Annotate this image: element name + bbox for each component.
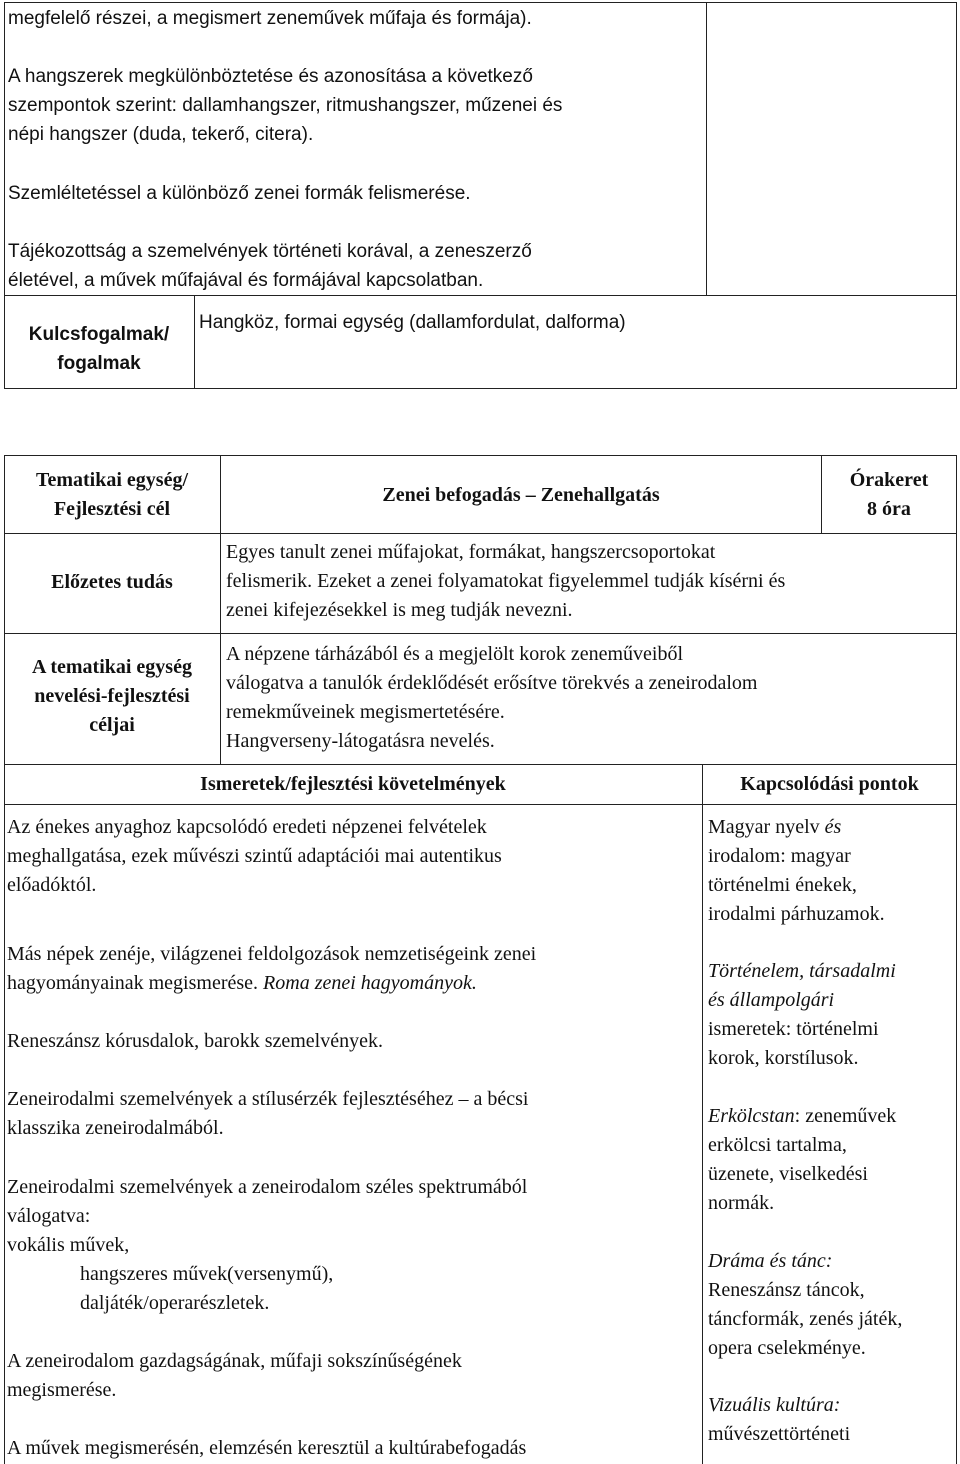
text-line: válogatva a tanulók érdeklődését erősítve törekvés a zeneirodalom — [226, 672, 758, 694]
text-line — [7, 969, 536, 998]
label-line: nevelési-fejlesztési — [34, 685, 190, 707]
connection-drama — [708, 1247, 902, 1363]
label-line: Fejlesztési cél — [53, 498, 171, 520]
text-line: remekműveinek megismertetésére. — [226, 701, 505, 723]
prior-knowledge-text — [226, 538, 785, 625]
text-line: előadóktól. — [7, 874, 97, 896]
text-line: Tájékozottság a szemelvények történeti korával, a zeneszerző — [8, 241, 532, 262]
requirements-block-5 — [7, 1173, 527, 1318]
paragraph-orientation — [8, 237, 532, 295]
text-line: szempontok szerint: dallamhangszer, ritmushangszer, műzenei és — [8, 95, 563, 116]
text-line: zenei kifejezésekkel is meg tudják nevezni. — [226, 599, 573, 621]
text-line: népi hangszer (duda, tekerő, citera). — [8, 124, 314, 145]
requirements-block-6 — [7, 1347, 462, 1405]
text-italic: Dráma és tánc: — [708, 1250, 833, 1272]
text-plain: Magyar nyelv — [708, 816, 825, 838]
text-line: táncformák, zenés játék, — [708, 1308, 903, 1330]
text-line: A zeneirodalom gazdagságának, műfaji sokszínűségének — [7, 1350, 462, 1372]
hours-frame — [822, 466, 956, 524]
text-line-indented: hangszeres művek(versenymű), — [80, 1263, 334, 1285]
text-line-italic — [708, 957, 896, 986]
connections-header: Kapcsolódási pontok — [740, 773, 919, 795]
label-line: Tematikai egység/ — [35, 469, 189, 491]
connection-ethics — [708, 1102, 896, 1218]
text-line: irodalmi párhuzamok. — [708, 903, 885, 925]
label-line: céljai — [89, 714, 135, 736]
requirements-block-2 — [7, 940, 536, 998]
text-line: Az énekes anyaghoz kapcsolódó eredeti népzenei felvételek — [7, 816, 487, 838]
text-line: Zeneirodalmi szemelvények a zeneirodalom széles spektrumából — [7, 1176, 528, 1198]
text-line: ismeretek: történelmi — [708, 1018, 879, 1040]
connection-history — [708, 957, 896, 1073]
text-plain: hagyományainak megismerése. — [7, 972, 264, 994]
text-line: felismerik. Ezeket a zenei folyamatokat figyelemmel tudják kísérni és — [226, 570, 786, 592]
text-line: művészettörténeti — [708, 1423, 851, 1445]
connection-literature — [708, 813, 885, 929]
text-line: vokális művek, — [7, 1234, 130, 1256]
label-line: fogalmak — [57, 353, 141, 374]
hours-value: 8 óra — [867, 498, 911, 520]
text-line: meghallgatása, ezek művészi szintű adaptációi mai autentikus — [7, 845, 502, 867]
text-line: Zeneirodalmi szemelvények a stílusérzék fejlesztéséhez – a bécsi — [7, 1088, 529, 1110]
text-line-italic — [708, 1247, 902, 1276]
text-italic: és — [824, 816, 842, 838]
intro-line: megfelelő részei, a megismert zeneművek műfaja és formája). — [8, 8, 532, 29]
text-line: Reneszánsz táncok, — [708, 1279, 865, 1301]
text-line — [708, 813, 885, 842]
label-line: Kulcsfogalmak/ — [28, 324, 170, 345]
connection-visual — [708, 1391, 850, 1449]
text-italic: Erkölcstan — [708, 1105, 795, 1127]
unit-label — [4, 466, 220, 524]
paragraph-forms: Szemléltetéssel a különböző zenei formák felismerése. — [8, 183, 471, 204]
text-line: Hangverseny-látogatásra nevelés. — [226, 730, 495, 752]
hours-label: Órakeret — [849, 469, 929, 491]
requirements-block-7: A művek megismerésén, elemzésén keresztül a kultúrabefogadás — [7, 1437, 527, 1459]
text-italic: és állampolgári — [708, 989, 835, 1011]
text-line: Egyes tanult zenei műfajokat, formákat, hangszercsoportokat — [226, 541, 716, 563]
text-line: opera cselekménye. — [708, 1337, 866, 1359]
goals-label — [4, 653, 220, 740]
unit-title: Zenei befogadás – Zenehallgatás — [382, 484, 660, 506]
text-line-italic — [708, 1391, 850, 1420]
text-line — [708, 1102, 896, 1131]
text-italic: Roma zenei hagyományok. — [263, 972, 477, 994]
text-line-italic — [708, 986, 896, 1015]
requirements-block-1 — [7, 813, 502, 900]
text-line: klasszika zeneirodalmából. — [7, 1117, 224, 1139]
text-line: normák. — [708, 1192, 775, 1214]
text-line: korok, korstílusok. — [708, 1047, 859, 1069]
text-plain: : zeneművek — [794, 1105, 897, 1127]
requirements-header: Ismeretek/fejlesztési követelmények — [200, 773, 506, 795]
text-line-indented: daljáték/operarészletek. — [80, 1292, 270, 1314]
requirements-block-3: Reneszánsz kórusdalok, barokk szemelvények. — [7, 1030, 383, 1052]
text-line: A hangszerek megkülönböztetése és azonosítása a következő — [8, 66, 533, 87]
text-line: válogatva: — [7, 1205, 91, 1227]
goals-text — [226, 640, 757, 756]
paragraph-instruments — [8, 62, 562, 149]
text-italic: Történelem, társadalmi — [708, 960, 896, 982]
text-line: történelmi énekek, — [708, 874, 857, 896]
keywords-value: Hangköz, formai egység (dallamfordulat, dalforma) — [199, 312, 626, 333]
text-line: üzenete, viselkedési — [708, 1163, 868, 1185]
text-line: életével, a művek műfajával és formájával kapcsolatban. — [8, 270, 484, 291]
requirements-block-4 — [7, 1085, 528, 1143]
text-line: erkölcsi tartalma, — [708, 1134, 847, 1156]
text-line: Más népek zenéje, világzenei feldolgozások nemzetiségeink zenei — [7, 943, 537, 965]
label-line: A tematikai egység — [32, 656, 192, 678]
text-line: A népzene tárházából és a megjelölt korok zeneműveiből — [226, 643, 684, 665]
text-italic: Vizuális kultúra: — [708, 1394, 841, 1416]
text-line: megismerése. — [7, 1379, 117, 1401]
keywords-label — [4, 320, 194, 378]
prior-knowledge-label: Előzetes tudás — [51, 571, 173, 593]
text-line: irodalom: magyar — [708, 845, 851, 867]
